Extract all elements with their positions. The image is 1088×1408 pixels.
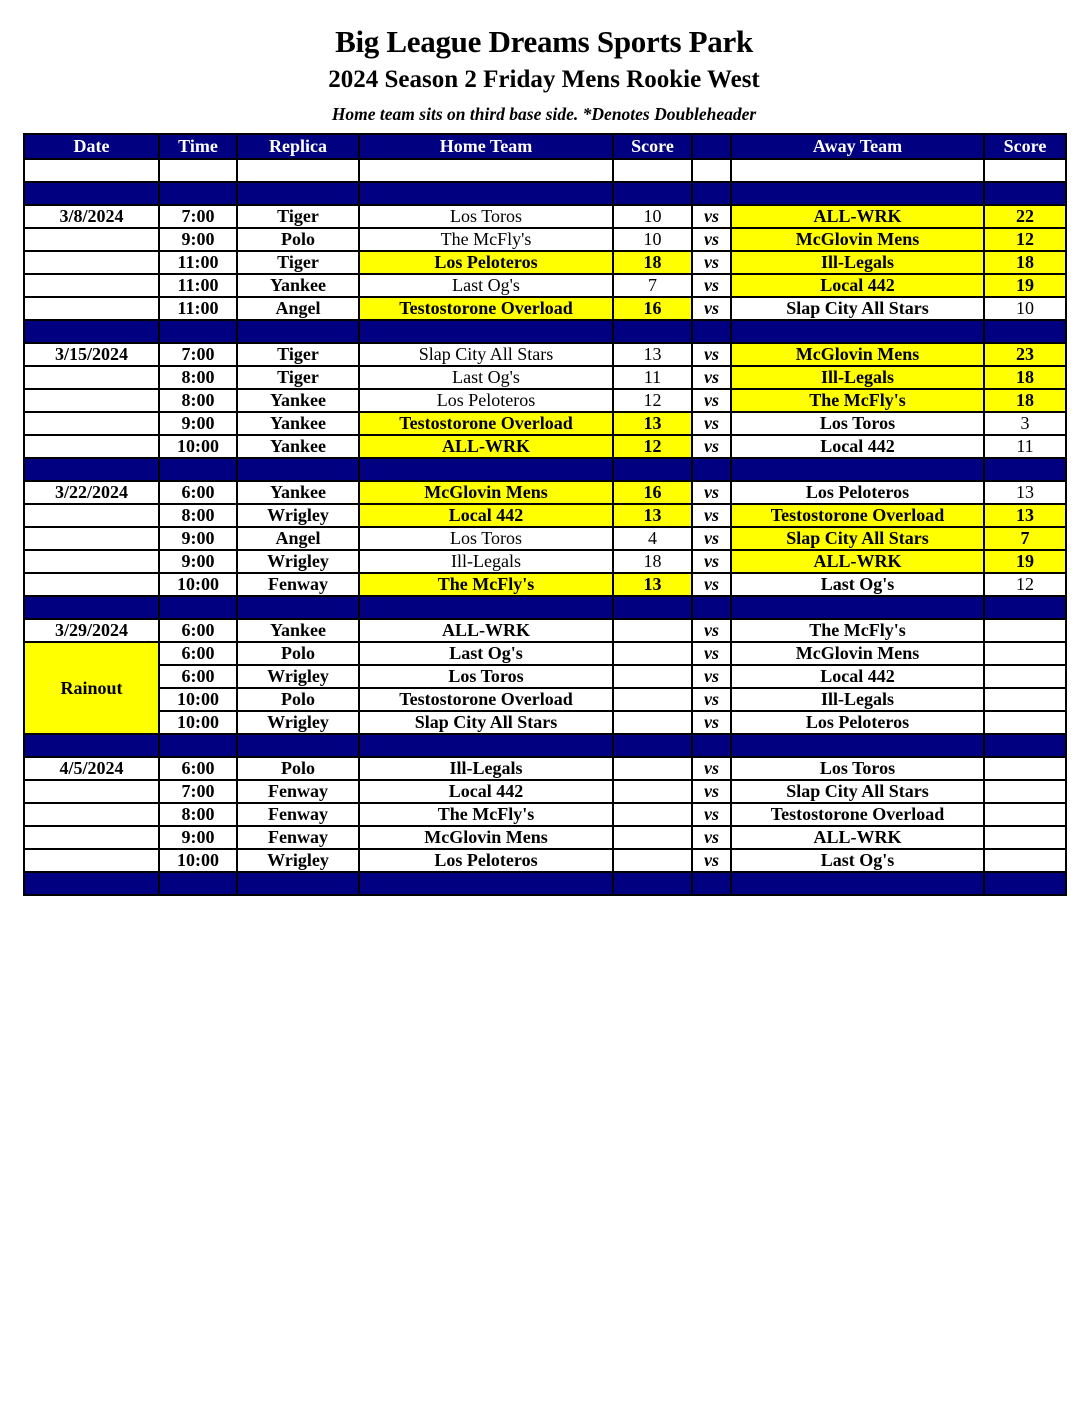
away-team-cell: Local 442	[731, 665, 984, 688]
col-home-team: Home Team	[359, 134, 613, 159]
vs-cell: vs	[692, 205, 731, 228]
home-score-cell: 7	[613, 274, 692, 297]
home-team-cell: The McFly's	[359, 803, 613, 826]
away-score-cell: 18	[984, 366, 1066, 389]
home-score-cell: 13	[613, 412, 692, 435]
replica-cell: Wrigley	[237, 665, 359, 688]
game-row	[24, 688, 1066, 711]
replica-cell: Tiger	[237, 343, 359, 366]
separator-cell	[159, 182, 237, 205]
away-team-cell: ALL-WRK	[731, 550, 984, 573]
game-row	[24, 389, 1066, 412]
separator-row	[24, 458, 1066, 481]
game-row	[24, 573, 1066, 596]
home-team-cell: The McFly's	[359, 573, 613, 596]
away-score-cell	[984, 642, 1066, 665]
vs-cell: vs	[692, 412, 731, 435]
separator-cell	[237, 872, 359, 895]
date-cell	[24, 550, 159, 573]
time-cell: 10:00	[159, 711, 237, 734]
home-team-cell: Los Toros	[359, 665, 613, 688]
game-row	[24, 665, 1066, 688]
game-row	[24, 481, 1066, 504]
home-team-cell: McGlovin Mens	[359, 481, 613, 504]
col-away-score: Score	[984, 134, 1066, 159]
home-team-cell: Testostorone Overload	[359, 688, 613, 711]
away-team-cell: Los Peloteros	[731, 711, 984, 734]
home-team-cell: Slap City All Stars	[359, 711, 613, 734]
vs-cell: vs	[692, 343, 731, 366]
separator-row	[24, 182, 1066, 205]
away-score-cell: 13	[984, 481, 1066, 504]
away-score-cell	[984, 780, 1066, 803]
time-cell: 10:00	[159, 435, 237, 458]
time-cell: 9:00	[159, 527, 237, 550]
separator-cell	[237, 734, 359, 757]
separator-cell	[692, 734, 731, 757]
date-cell	[24, 389, 159, 412]
separator-cell	[359, 320, 613, 343]
time-cell: 10:00	[159, 849, 237, 872]
separator-cell	[692, 320, 731, 343]
vs-cell: vs	[692, 550, 731, 573]
date-cell	[24, 826, 159, 849]
replica-cell: Wrigley	[237, 711, 359, 734]
game-row	[24, 205, 1066, 228]
date-cell	[24, 228, 159, 251]
away-team-cell: Ill-Legals	[731, 251, 984, 274]
replica-cell: Yankee	[237, 389, 359, 412]
separator-cell	[984, 872, 1066, 895]
vs-cell: vs	[692, 665, 731, 688]
separator-row	[24, 320, 1066, 343]
home-team-cell: McGlovin Mens	[359, 826, 613, 849]
schedule-table	[23, 133, 1067, 896]
replica-cell: Fenway	[237, 826, 359, 849]
home-score-cell: 12	[613, 435, 692, 458]
col-replica: Replica	[237, 134, 359, 159]
game-row	[24, 780, 1066, 803]
home-score-cell: 10	[613, 228, 692, 251]
game-row	[24, 826, 1066, 849]
replica-cell: Fenway	[237, 803, 359, 826]
away-team-cell: Ill-Legals	[731, 688, 984, 711]
date-cell	[24, 527, 159, 550]
separator-cell	[359, 734, 613, 757]
replica-cell: Polo	[237, 642, 359, 665]
home-team-cell: Los Peloteros	[359, 849, 613, 872]
away-team-cell: Los Toros	[731, 757, 984, 780]
home-team-cell: Ill-Legals	[359, 550, 613, 573]
home-score-cell: 16	[613, 297, 692, 320]
separator-cell	[731, 596, 984, 619]
separator-cell	[159, 872, 237, 895]
separator-cell	[24, 458, 159, 481]
separator-cell	[613, 182, 692, 205]
vs-cell: vs	[692, 228, 731, 251]
home-team-cell: Local 442	[359, 504, 613, 527]
game-row	[24, 550, 1066, 573]
time-cell: 11:00	[159, 274, 237, 297]
replica-cell: Tiger	[237, 366, 359, 389]
home-score-cell	[613, 688, 692, 711]
vs-cell: vs	[692, 274, 731, 297]
home-team-cell: ALL-WRK	[359, 619, 613, 642]
game-row	[24, 711, 1066, 734]
date-cell	[24, 274, 159, 297]
blank-row	[24, 159, 1066, 182]
game-row	[24, 619, 1066, 642]
home-team-cell: Last Og's	[359, 642, 613, 665]
replica-cell: Angel	[237, 297, 359, 320]
home-team-cell: Last Og's	[359, 274, 613, 297]
separator-cell	[359, 458, 613, 481]
vs-cell: vs	[692, 481, 731, 504]
date-cell	[24, 573, 159, 596]
separator-cell	[731, 320, 984, 343]
time-cell: 8:00	[159, 366, 237, 389]
vs-cell: vs	[692, 573, 731, 596]
game-row	[24, 297, 1066, 320]
home-score-cell	[613, 803, 692, 826]
time-cell: 6:00	[159, 757, 237, 780]
separator-row	[24, 734, 1066, 757]
date-cell	[24, 435, 159, 458]
away-team-cell: Ill-Legals	[731, 366, 984, 389]
date-cell	[24, 504, 159, 527]
game-row	[24, 251, 1066, 274]
replica-cell: Polo	[237, 228, 359, 251]
time-cell: 11:00	[159, 251, 237, 274]
away-team-cell: Testostorone Overload	[731, 803, 984, 826]
vs-cell: vs	[692, 642, 731, 665]
game-row	[24, 504, 1066, 527]
home-team-cell: Los Peloteros	[359, 389, 613, 412]
vs-cell: vs	[692, 619, 731, 642]
vs-cell: vs	[692, 435, 731, 458]
separator-cell	[237, 458, 359, 481]
separator-cell	[159, 458, 237, 481]
home-team-cell: Testostorone Overload	[359, 297, 613, 320]
away-team-cell: Slap City All Stars	[731, 527, 984, 550]
vs-cell: vs	[692, 504, 731, 527]
time-cell: 10:00	[159, 688, 237, 711]
date-cell	[24, 366, 159, 389]
separator-cell	[24, 596, 159, 619]
time-cell: 8:00	[159, 504, 237, 527]
away-score-cell: 19	[984, 274, 1066, 297]
home-score-cell	[613, 780, 692, 803]
home-team-cell: Los Toros	[359, 527, 613, 550]
separator-cell	[731, 872, 984, 895]
game-row	[24, 642, 1066, 665]
game-row	[24, 274, 1066, 297]
game-row	[24, 435, 1066, 458]
away-score-cell: 7	[984, 527, 1066, 550]
home-score-cell: 10	[613, 205, 692, 228]
date-cell	[24, 780, 159, 803]
date-cell: 3/22/2024	[24, 481, 159, 504]
time-cell: 9:00	[159, 228, 237, 251]
game-row	[24, 228, 1066, 251]
away-team-cell: Local 442	[731, 435, 984, 458]
time-cell: 8:00	[159, 389, 237, 412]
vs-cell: vs	[692, 803, 731, 826]
home-team-cell: Los Peloteros	[359, 251, 613, 274]
time-cell: 8:00	[159, 803, 237, 826]
game-row	[24, 527, 1066, 550]
time-cell: 11:00	[159, 297, 237, 320]
date-cell: 3/15/2024	[24, 343, 159, 366]
col-home-score: Score	[613, 134, 692, 159]
away-score-cell: 12	[984, 228, 1066, 251]
separator-cell	[24, 872, 159, 895]
away-score-cell: 22	[984, 205, 1066, 228]
game-row	[24, 803, 1066, 826]
time-cell: 6:00	[159, 642, 237, 665]
separator-row	[24, 596, 1066, 619]
home-score-cell	[613, 642, 692, 665]
col-time: Time	[159, 134, 237, 159]
separator-cell	[359, 596, 613, 619]
away-team-cell: ALL-WRK	[731, 205, 984, 228]
time-cell: 7:00	[159, 343, 237, 366]
home-score-cell: 4	[613, 527, 692, 550]
date-cell	[24, 803, 159, 826]
home-score-cell	[613, 619, 692, 642]
separator-cell	[359, 182, 613, 205]
away-score-cell	[984, 849, 1066, 872]
away-team-cell: Last Og's	[731, 849, 984, 872]
vs-cell: vs	[692, 297, 731, 320]
date-cell: 3/29/2024	[24, 619, 159, 642]
replica-cell: Angel	[237, 527, 359, 550]
separator-cell	[237, 182, 359, 205]
away-score-cell: 18	[984, 251, 1066, 274]
time-cell: 7:00	[159, 780, 237, 803]
away-score-cell: 12	[984, 573, 1066, 596]
separator-cell	[613, 872, 692, 895]
separator-cell	[984, 320, 1066, 343]
replica-cell: Wrigley	[237, 504, 359, 527]
home-team-cell: Last Og's	[359, 366, 613, 389]
away-team-cell: The McFly's	[731, 389, 984, 412]
home-team-cell: The McFly's	[359, 228, 613, 251]
vs-cell: vs	[692, 366, 731, 389]
replica-cell: Yankee	[237, 481, 359, 504]
away-score-cell	[984, 757, 1066, 780]
separator-cell	[159, 734, 237, 757]
away-score-cell	[984, 803, 1066, 826]
separator-cell	[359, 872, 613, 895]
away-score-cell: 10	[984, 297, 1066, 320]
separator-cell	[731, 734, 984, 757]
replica-cell: Tiger	[237, 205, 359, 228]
away-score-cell: 3	[984, 412, 1066, 435]
away-team-cell: Slap City All Stars	[731, 297, 984, 320]
time-cell: 9:00	[159, 826, 237, 849]
page-title: Big League Dreams Sports Park	[335, 24, 753, 59]
separator-cell	[692, 458, 731, 481]
schedule-note: Home team sits on third base side. *Denotes Doubleheader	[331, 104, 757, 124]
vs-cell: vs	[692, 757, 731, 780]
home-score-cell: 11	[613, 366, 692, 389]
game-row	[24, 757, 1066, 780]
home-score-cell	[613, 849, 692, 872]
home-score-cell: 16	[613, 481, 692, 504]
vs-cell: vs	[692, 780, 731, 803]
away-score-cell: 23	[984, 343, 1066, 366]
home-team-cell: ALL-WRK	[359, 435, 613, 458]
separator-cell	[984, 734, 1066, 757]
separator-cell	[984, 182, 1066, 205]
date-cell: 4/5/2024	[24, 757, 159, 780]
separator-cell	[984, 596, 1066, 619]
header-row	[24, 134, 1066, 159]
home-team-cell: Ill-Legals	[359, 757, 613, 780]
time-cell: 6:00	[159, 481, 237, 504]
replica-cell: Yankee	[237, 435, 359, 458]
away-score-cell: 18	[984, 389, 1066, 412]
separator-cell	[613, 734, 692, 757]
time-cell: 9:00	[159, 412, 237, 435]
time-cell: 10:00	[159, 573, 237, 596]
replica-cell: Yankee	[237, 619, 359, 642]
col-date: Date	[24, 134, 159, 159]
away-team-cell: Los Peloteros	[731, 481, 984, 504]
replica-cell: Wrigley	[237, 550, 359, 573]
home-team-cell: Testostorone Overload	[359, 412, 613, 435]
home-score-cell: 12	[613, 389, 692, 412]
home-score-cell	[613, 665, 692, 688]
replica-cell: Polo	[237, 688, 359, 711]
date-cell	[24, 251, 159, 274]
game-row	[24, 412, 1066, 435]
col-vs	[692, 134, 731, 159]
vs-cell: vs	[692, 527, 731, 550]
replica-cell: Fenway	[237, 573, 359, 596]
vs-cell: vs	[692, 849, 731, 872]
away-team-cell: McGlovin Mens	[731, 228, 984, 251]
separator-cell	[159, 596, 237, 619]
schedule-body	[24, 159, 1066, 895]
col-away-team: Away Team	[731, 134, 984, 159]
away-score-cell: 19	[984, 550, 1066, 573]
home-team-cell: Slap City All Stars	[359, 343, 613, 366]
vs-cell: vs	[692, 826, 731, 849]
away-score-cell	[984, 619, 1066, 642]
separator-cell	[24, 734, 159, 757]
rainout-cell: Rainout	[24, 642, 159, 734]
away-team-cell: Local 442	[731, 274, 984, 297]
time-cell: 9:00	[159, 550, 237, 573]
time-cell: 7:00	[159, 205, 237, 228]
separator-cell	[613, 596, 692, 619]
time-cell: 6:00	[159, 665, 237, 688]
game-row	[24, 849, 1066, 872]
replica-cell: Polo	[237, 757, 359, 780]
home-score-cell: 18	[613, 251, 692, 274]
separator-cell	[24, 320, 159, 343]
vs-cell: vs	[692, 389, 731, 412]
replica-cell: Yankee	[237, 412, 359, 435]
away-score-cell: 11	[984, 435, 1066, 458]
home-score-cell: 18	[613, 550, 692, 573]
home-score-cell: 13	[613, 504, 692, 527]
separator-cell	[731, 458, 984, 481]
replica-cell: Tiger	[237, 251, 359, 274]
separator-cell	[984, 458, 1066, 481]
away-team-cell: Last Og's	[731, 573, 984, 596]
away-score-cell	[984, 665, 1066, 688]
replica-cell: Wrigley	[237, 849, 359, 872]
separator-cell	[692, 596, 731, 619]
separator-cell	[237, 596, 359, 619]
separator-cell	[237, 320, 359, 343]
away-team-cell: Testostorone Overload	[731, 504, 984, 527]
vs-cell: vs	[692, 251, 731, 274]
away-team-cell: ALL-WRK	[731, 826, 984, 849]
separator-row	[24, 872, 1066, 895]
date-cell	[24, 297, 159, 320]
separator-cell	[24, 182, 159, 205]
page-subtitle: 2024 Season 2 Friday Mens Rookie West	[328, 66, 760, 93]
away-team-cell: McGlovin Mens	[731, 642, 984, 665]
game-row	[24, 343, 1066, 366]
home-score-cell	[613, 826, 692, 849]
vs-cell: vs	[692, 688, 731, 711]
home-score-cell: 13	[613, 343, 692, 366]
separator-cell	[692, 872, 731, 895]
home-team-cell: Local 442	[359, 780, 613, 803]
vs-cell: vs	[692, 711, 731, 734]
replica-cell: Fenway	[237, 780, 359, 803]
separator-cell	[731, 182, 984, 205]
away-score-cell	[984, 826, 1066, 849]
away-team-cell: Slap City All Stars	[731, 780, 984, 803]
away-team-cell: Los Toros	[731, 412, 984, 435]
separator-cell	[613, 458, 692, 481]
separator-cell	[613, 320, 692, 343]
date-cell	[24, 412, 159, 435]
replica-cell: Yankee	[237, 274, 359, 297]
away-team-cell: McGlovin Mens	[731, 343, 984, 366]
separator-cell	[159, 320, 237, 343]
home-score-cell	[613, 711, 692, 734]
away-score-cell	[984, 711, 1066, 734]
home-score-cell: 13	[613, 573, 692, 596]
away-team-cell: The McFly's	[731, 619, 984, 642]
time-cell: 6:00	[159, 619, 237, 642]
home-team-cell: Los Toros	[359, 205, 613, 228]
away-score-cell: 13	[984, 504, 1066, 527]
date-cell	[24, 849, 159, 872]
date-cell: 3/8/2024	[24, 205, 159, 228]
separator-cell	[692, 182, 731, 205]
game-row	[24, 366, 1066, 389]
away-score-cell	[984, 688, 1066, 711]
home-score-cell	[613, 757, 692, 780]
